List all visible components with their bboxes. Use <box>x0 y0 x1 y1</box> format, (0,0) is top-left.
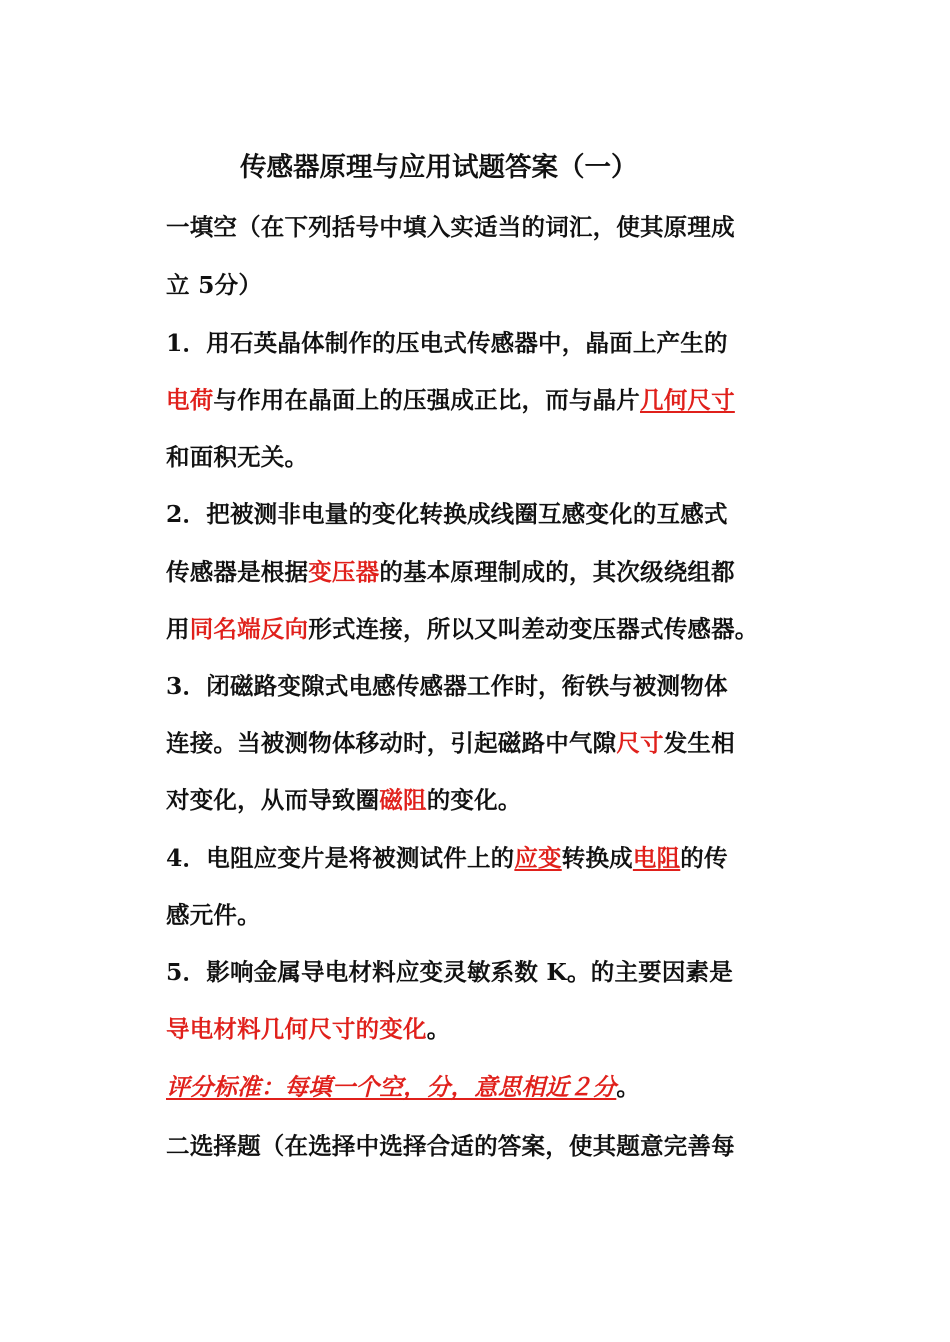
q4-text-pre1: 4．电阻应变片是将被测试件上的 <box>166 844 515 872</box>
q2-text-post2: 的基本原理制成的，其次级绕组都 <box>379 558 735 586</box>
q2-text-post3: 形式连接，所以又叫差动变压器式传感器。 <box>308 615 759 643</box>
q4-line1 <box>166 842 728 874</box>
scoring-note <box>166 1071 640 1103</box>
q2-line3 <box>166 613 759 645</box>
q2-line1: 2．把被测非电量的变化转换成线圈互感变化的互感式 <box>166 500 728 528</box>
q3-line3 <box>166 784 522 816</box>
q4-answer2: 电阻 <box>632 844 681 872</box>
q1-answer1: 电荷 <box>166 386 214 414</box>
q3-text-post3: 的变化。 <box>426 786 522 814</box>
q2-line2 <box>166 556 735 588</box>
q1-line3: 和面积无关。 <box>166 443 309 471</box>
q4-text-mid1: 转换成 <box>561 844 633 872</box>
q2-text-pre3: 用 <box>166 615 190 643</box>
section1-heading-line1: 一填空（在下列括号中填入实适当的词汇，使其原理成 <box>166 213 735 241</box>
q5-text-post2: 。 <box>426 1015 451 1043</box>
q3-text-pre3: 对变化，从而导致圈 <box>166 786 380 814</box>
q3-line2 <box>166 727 735 759</box>
scoring-text: 评分标准：每填一个空，分，意思相近２分 <box>166 1073 617 1101</box>
q1-line2 <box>166 384 735 416</box>
q5-line2 <box>166 1013 450 1045</box>
q5-line1: 5．影响金属导电材料应变灵敏系数 K。的主要因素是 <box>166 958 733 986</box>
q3-line1: 3．闭磁路变隙式电感传感器工作时，衔铁与被测物体 <box>166 672 728 700</box>
section2-heading-line1: 二选择题（在选择中选择合适的答案，使其题意完善每 <box>166 1132 735 1160</box>
q4-text-post1: 的传 <box>680 844 728 872</box>
q5-answer1: 导电材料几何尺寸的变化 <box>166 1015 427 1043</box>
q3-answer1: 尺寸 <box>616 729 664 757</box>
q2-answer1: 变压器 <box>308 558 380 586</box>
q4-answer1: 应变 <box>514 844 562 872</box>
document-title: 传感器原理与应用试题答案（一） <box>240 152 638 183</box>
q3-text-pre2: 连接。当被测物体移动时，引起磁路中气隙 <box>166 729 617 757</box>
q1-answer2: 几何尺寸 <box>640 386 735 414</box>
scoring-post: 。 <box>616 1073 641 1101</box>
q3-answer2: 磁阻 <box>379 786 427 814</box>
q1-text-mid: 与作用在晶面上的压强成正比，而与晶片 <box>213 386 641 414</box>
q1-line1: 1．用石英晶体制作的压电式传感器中，晶面上产生的 <box>166 329 728 357</box>
q4-line2: 感元件。 <box>166 901 261 929</box>
q3-text-post2: 发生相 <box>663 729 735 757</box>
section1-heading-line2: 立 5分） <box>166 271 263 299</box>
q2-answer2: 同名端反向 <box>189 615 309 643</box>
q2-text-pre2: 传感器是根据 <box>166 558 309 586</box>
